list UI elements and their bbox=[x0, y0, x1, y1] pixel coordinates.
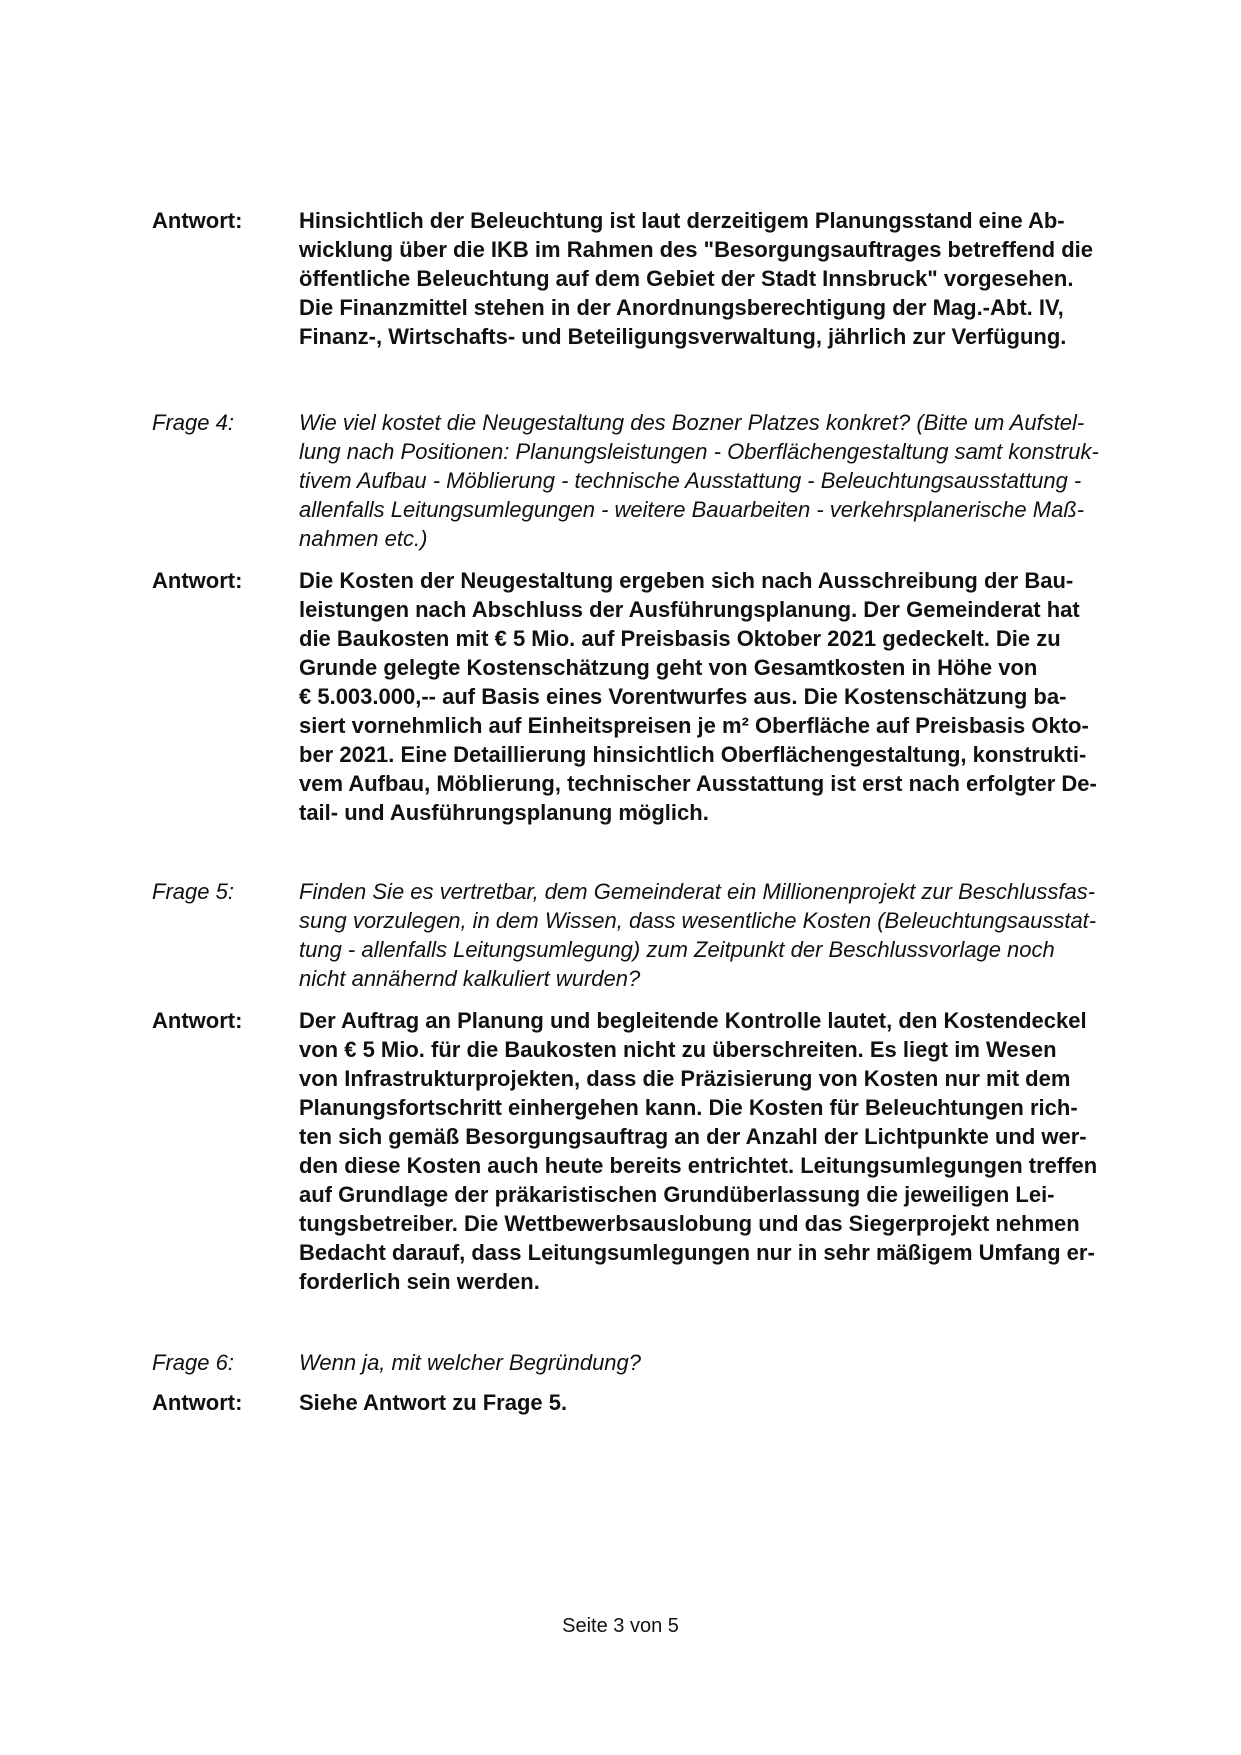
answer-label: Antwort: bbox=[152, 208, 243, 233]
question-text bbox=[299, 408, 1132, 553]
question-label: Frage 4: bbox=[152, 410, 234, 435]
page-number-footer: Seite 3 von 5 bbox=[562, 1615, 679, 1637]
text-line: Siehe Antwort zu Frage 5. bbox=[299, 1390, 568, 1415]
text-line: Finanz-, Wirtschafts- und Beteiligungsverwaltung, jährlich zur Verfügung. bbox=[299, 324, 1067, 349]
answer-block-3 bbox=[152, 206, 1132, 351]
answer-label: Antwort: bbox=[152, 568, 243, 593]
text-line: ber 2021. Eine Detaillierung hinsichtlich Oberflächengestaltung, konstrukti- bbox=[299, 742, 1087, 767]
answer-text bbox=[299, 206, 1132, 351]
text-line: siert vornehmlich auf Einheitspreisen je m² Oberfläche auf Preisbasis Okto- bbox=[299, 713, 1089, 738]
text-line: öffentliche Beleuchtung auf dem Gebiet der Stadt Innsbruck" vorgesehen. bbox=[299, 266, 1074, 291]
question-block-5 bbox=[152, 877, 1132, 993]
text-line: tung - allenfalls Leitungsumlegung) zum Zeitpunkt der Beschlussvorlage noch bbox=[299, 937, 1055, 962]
answer-block-5 bbox=[152, 1006, 1132, 1296]
text-line: nicht annähernd kalkuliert wurden? bbox=[299, 966, 641, 991]
question-text bbox=[299, 877, 1132, 993]
text-line: Grunde gelegte Kostenschätzung geht von Gesamtkosten in Höhe von bbox=[299, 655, 1038, 680]
text-line: tail- und Ausführungsplanung möglich. bbox=[299, 800, 709, 825]
text-line: lung nach Positionen: Planungsleistungen - Oberflächengestaltung samt konstruk- bbox=[299, 439, 1099, 464]
text-line: Die Kosten der Neugestaltung ergeben sich nach Ausschreibung der Bau- bbox=[299, 568, 1074, 593]
text-line: Hinsichtlich der Beleuchtung ist laut derzeitigem Planungsstand eine Ab- bbox=[299, 208, 1065, 233]
answer-block-4 bbox=[152, 566, 1132, 827]
question-block-6 bbox=[152, 1348, 1132, 1377]
text-line: auf Grundlage der präkaristischen Grundüberlassung die jeweiligen Lei- bbox=[299, 1182, 1055, 1207]
answer-text bbox=[299, 1006, 1132, 1296]
text-line: Bedacht darauf, dass Leitungsumlegungen nur in sehr mäßigem Umfang er- bbox=[299, 1240, 1095, 1265]
text-line: allenfalls Leitungsumlegungen - weitere Bauarbeiten - verkehrsplanerische Maß- bbox=[299, 497, 1085, 522]
answer-label: Antwort: bbox=[152, 1390, 243, 1415]
question-label: Frage 6: bbox=[152, 1350, 234, 1375]
question-block-4 bbox=[152, 408, 1132, 553]
text-line: tungsbetreiber. Die Wettbewerbsauslobung und das Siegerprojekt nehmen bbox=[299, 1211, 1080, 1236]
text-line: Wie viel kostet die Neugestaltung des Bozner Platzes konkret? (Bitte um Aufstel- bbox=[299, 410, 1085, 435]
answer-text bbox=[299, 1388, 1132, 1417]
text-line: vem Aufbau, Möblierung, technischer Ausstattung ist erst nach erfolgter De- bbox=[299, 771, 1097, 796]
text-line: Der Auftrag an Planung und begleitende Kontrolle lautet, den Kostendeckel bbox=[299, 1008, 1087, 1033]
text-line: nahmen etc.) bbox=[299, 526, 428, 551]
question-text bbox=[299, 1348, 1132, 1377]
text-line: tivem Aufbau - Möblierung - technische Ausstattung - Beleuchtungsausstattung - bbox=[299, 468, 1082, 493]
text-line: wicklung über die IKB im Rahmen des "Besorgungsauftrages betreffend die bbox=[299, 237, 1094, 262]
text-line: von Infrastrukturprojekten, dass die Präzisierung von Kosten nur mit dem bbox=[299, 1066, 1071, 1091]
text-line: ten sich gemäß Besorgungsauftrag an der Anzahl der Lichtpunkte und wer- bbox=[299, 1124, 1087, 1149]
text-line: Planungsfortschritt einhergehen kann. Die Kosten für Beleuchtungen rich- bbox=[299, 1095, 1078, 1120]
question-label: Frage 5: bbox=[152, 879, 234, 904]
text-line: den diese Kosten auch heute bereits entrichtet. Leitungsumlegungen treffen bbox=[299, 1153, 1098, 1178]
text-line: Die Finanzmittel stehen in der Anordnungsberechtigung der Mag.-Abt. IV, bbox=[299, 295, 1064, 320]
text-line: sung vorzulegen, in dem Wissen, dass wesentliche Kosten (Beleuchtungsausstat- bbox=[299, 908, 1097, 933]
answer-text bbox=[299, 566, 1132, 827]
answer-label: Antwort: bbox=[152, 1008, 243, 1033]
text-line: Wenn ja, mit welcher Begründung? bbox=[299, 1350, 642, 1375]
text-line: die Baukosten mit € 5 Mio. auf Preisbasis Oktober 2021 gedeckelt. Die zu bbox=[299, 626, 1061, 651]
text-line: forderlich sein werden. bbox=[299, 1269, 540, 1294]
text-line: Finden Sie es vertretbar, dem Gemeinderat ein Millionenprojekt zur Beschlussfas- bbox=[299, 879, 1096, 904]
text-line: von € 5 Mio. für die Baukosten nicht zu überschreiten. Es liegt im Wesen bbox=[299, 1037, 1057, 1062]
answer-block-6 bbox=[152, 1388, 1132, 1417]
text-line: leistungen nach Abschluss der Ausführungsplanung. Der Gemeinderat hat bbox=[299, 597, 1080, 622]
text-line: € 5.003.000,-- auf Basis eines Vorentwurfes aus. Die Kostenschätzung ba- bbox=[299, 684, 1067, 709]
